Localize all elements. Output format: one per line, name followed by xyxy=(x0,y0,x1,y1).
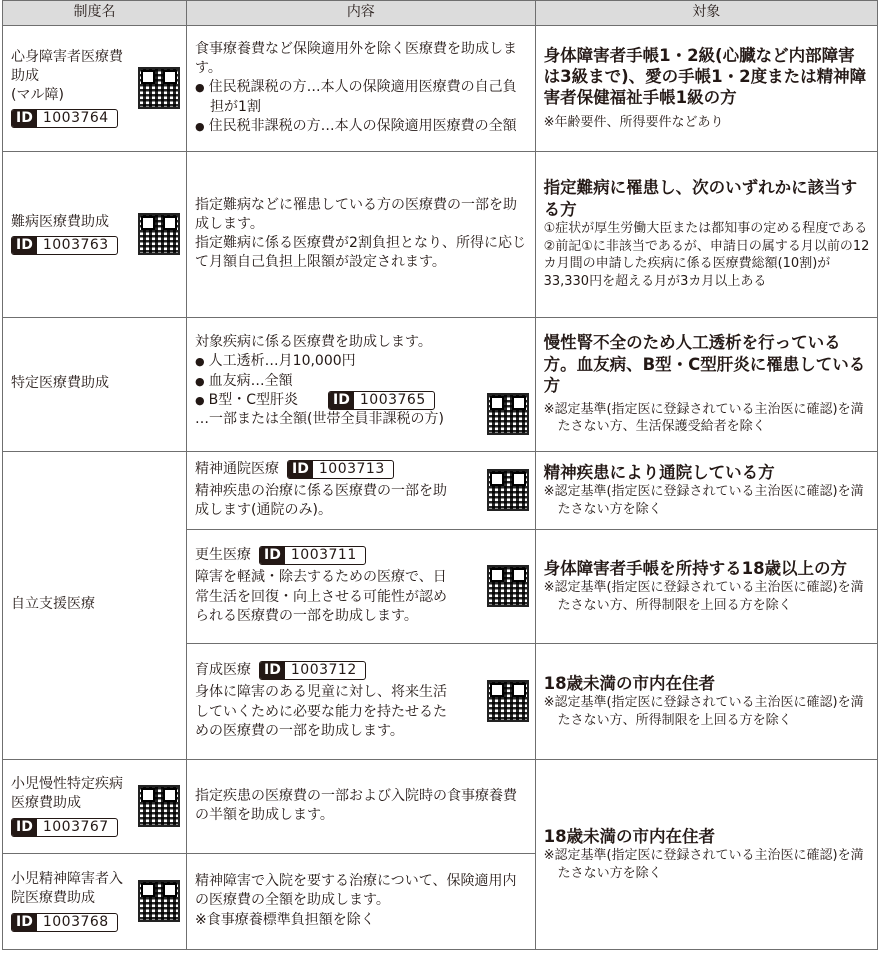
id-badge[interactable]: ID 1003767 xyxy=(11,818,118,837)
qr-code[interactable] xyxy=(487,565,529,607)
content-text: 障害を軽減・除去するための医療で、日常生活を回復・向上させる可能性が認められる医療費の一部を助成します。 xyxy=(195,569,448,624)
content-text: 精神障害で入院を要する治療について、保険適用内の医療費の全額を助成します。 xyxy=(195,873,517,909)
id-badge[interactable]: ID 1003711 xyxy=(259,546,366,565)
program-name: 小児慢性特定疾病医療費助成 xyxy=(11,776,123,812)
table-row xyxy=(3,760,878,854)
sub-program-title: 育成医療 xyxy=(195,662,252,679)
content-cell xyxy=(187,152,536,318)
target-heading: 18歳未満の市内在住者 xyxy=(543,826,716,846)
table-row xyxy=(3,452,878,530)
program-cell xyxy=(3,452,187,760)
program-name: 自立支援医療 xyxy=(11,596,95,613)
sub-program-title: 精神通院医療 xyxy=(195,460,280,477)
target-cell xyxy=(535,760,877,950)
id-badge[interactable]: ID 1003712 xyxy=(259,661,366,680)
content-text: 指定疾患の医療費の一部および入院時の食事療養費の半額を助成します。 xyxy=(195,787,518,823)
list-item: ● 人工透析…月10,000円 xyxy=(195,352,529,371)
target-heading: 18歳未満の市内在住者 xyxy=(543,673,716,693)
program-cell xyxy=(3,854,187,950)
target-heading: 身体障害者手帳1・2級(心臓など内部障害は3級まで)、愛の手帳1・2度または精神障害者保健福祉手帳1級の方 xyxy=(543,45,867,108)
target-cell xyxy=(535,26,877,152)
target-note: ※認定基準(指定医に登録されている主治医に確認)を満たさない方、生活保護受給者を除く xyxy=(543,401,864,435)
program-cell xyxy=(3,760,187,854)
id-badge[interactable]: ID 1003763 xyxy=(11,236,118,255)
qr-code[interactable] xyxy=(487,469,529,511)
program-name: 難病医療費助成 xyxy=(11,213,109,230)
header-target: 対象 xyxy=(535,1,877,26)
target-heading: 慢性腎不全のため人工透析を行っている方。血友病、B型・C型肝炎に罹患している方 xyxy=(543,333,866,396)
target-condition: ②前記①に非該当であるが、申請日の属する月以前の12カ月間の申請した疾病に係る医療費総額(10割)が33,330円を超える月が3カ月以上ある xyxy=(543,238,870,289)
target-heading: 精神疾患により通院している方 xyxy=(543,462,775,482)
target-cell xyxy=(535,644,877,760)
header-content: 内容 xyxy=(187,1,536,26)
content-bullets xyxy=(195,352,529,390)
id-badge[interactable]: ID 1003765 xyxy=(328,391,435,410)
content-note: ※食事療養標準負担額を除く xyxy=(195,911,375,928)
qr-code[interactable] xyxy=(487,393,529,435)
target-note: ※認定基準(指定医に登録されている主治医に確認)を満たさない方、所得制限を上回る方を除く xyxy=(543,695,864,728)
program-cell xyxy=(3,318,187,452)
id-badge[interactable]: ID 1003764 xyxy=(11,109,118,128)
sub-program-title: 更生医療 xyxy=(195,547,252,564)
target-cell xyxy=(535,530,877,644)
content-text: 対象疾病に係る医療費を助成します。 xyxy=(195,334,432,351)
program-name: 心身障害者医療費助成 (マル障) xyxy=(11,48,123,103)
target-condition: ①症状が厚生労働大臣または都知事の定める程度である xyxy=(543,221,868,237)
content-text: …一部または全額(世帯全員非課税の方) xyxy=(195,410,444,427)
table-row xyxy=(3,26,878,152)
program-cell xyxy=(3,152,187,318)
list-item: ● 血友病…全額 xyxy=(195,372,529,391)
content-cell xyxy=(187,760,536,854)
qr-code[interactable] xyxy=(487,680,529,722)
target-cell xyxy=(535,318,877,452)
qr-code[interactable] xyxy=(138,213,180,255)
content-text: 食事療養費など保険適用外を除く医療費を助成します。 xyxy=(195,41,518,77)
target-note: ※認定基準(指定医に登録されている主治医に確認)を満たさない方、所得制限を上回る方を除く xyxy=(543,580,864,613)
content-text: 身体に障害のある児童に対し、将来生活していくために必要な能力を持たせるための医療費の一部を助成します。 xyxy=(195,684,448,739)
content-cell: 対象疾病に係る医療費を助成します。 ● 人工透析…月10,000円 ● 血友病…全額 ● B型・C型肝炎 ID 1003765 …一部または全額(世帯全員非課税の方) xyxy=(187,318,536,452)
target-heading: 指定難病に罹患し、次のいずれかに該当する方 xyxy=(543,178,858,219)
target-note: ※認定基準(指定医に登録されている主治医に確認)を満たさない方を除く xyxy=(543,848,864,881)
target-note: ※認定基準(指定医に登録されている主治医に確認)を満たさない方を除く xyxy=(543,484,864,517)
list-item: ● 住民税非課税の方…本人の保険適用医療費の全額 xyxy=(195,117,529,136)
list-item: B型・C型肝炎 xyxy=(208,391,299,408)
id-badge[interactable]: ID 1003768 xyxy=(11,913,118,932)
content-cell xyxy=(187,26,536,152)
list-item: ● 住民税課税の方…本人の保険適用医療費の自己負担が1割 xyxy=(195,78,529,116)
content-cell xyxy=(187,530,536,644)
header-name: 制度名 xyxy=(3,1,187,26)
target-cell xyxy=(535,152,877,318)
content-cell xyxy=(187,452,536,530)
target-heading: 身体障害者手帳を所持する18歳以上の方 xyxy=(543,558,848,578)
program-name: 小児精神障害者入院医療費助成 xyxy=(11,871,123,907)
program-name: 特定医療費助成 xyxy=(11,375,109,392)
target-cell xyxy=(535,452,877,530)
program-cell xyxy=(3,26,187,152)
qr-code[interactable] xyxy=(138,880,180,922)
qr-code[interactable] xyxy=(138,785,180,827)
qr-code[interactable] xyxy=(138,67,180,109)
header-row xyxy=(3,1,878,26)
content-text: 指定難病に係る医療費が2割負担となり、所得に応じて月額自己負担上限額が設定されます。 xyxy=(195,235,526,271)
content-text: 指定難病などに罹患している方の医療費の一部を助成します。 xyxy=(195,196,518,232)
target-note: ※年齢要件、所得要件などあり xyxy=(543,114,724,130)
id-badge[interactable]: ID 1003713 xyxy=(287,460,394,479)
table-row xyxy=(3,152,878,318)
content-text: 精神疾患の治療に係る医療費の一部を助成します(通院のみ)。 xyxy=(195,482,448,519)
medical-subsidy-table xyxy=(2,0,878,950)
table-row xyxy=(3,318,878,452)
content-cell xyxy=(187,854,536,950)
content-bullets xyxy=(195,78,529,135)
content-cell xyxy=(187,644,536,760)
